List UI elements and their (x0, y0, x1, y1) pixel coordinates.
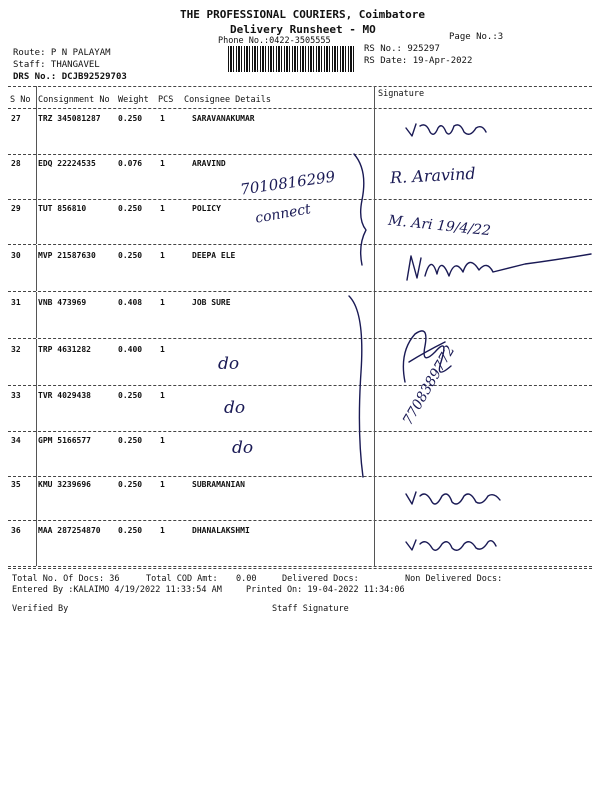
row-pcs: 1 (160, 298, 165, 307)
row-pcs: 1 (160, 526, 165, 535)
printed-on: Printed On: 19-04-2022 11:34:06 (246, 585, 405, 595)
row-consignee: POLICY (192, 204, 221, 213)
row-pcs: 1 (160, 251, 165, 260)
row-sno: 36 (11, 526, 21, 535)
handwritten-ditto-row34: do (232, 438, 254, 458)
row-rule (8, 431, 592, 432)
row-weight: 0.250 (118, 526, 143, 535)
col-divider (36, 292, 37, 338)
document-title: Delivery Runsheet - MO (230, 23, 376, 36)
row-pcs: 1 (160, 480, 165, 489)
col-divider (36, 86, 37, 108)
row-consignment-no: TVR 4029438 (38, 391, 91, 400)
row-consignee: JOB SURE (192, 298, 231, 307)
handwritten-bracket-upper (350, 150, 380, 270)
footer-rule (8, 568, 592, 569)
row-weight: 0.408 (118, 298, 143, 307)
entered-by: Entered By :KALAIMO 4/19/2022 11:33:54 AM (12, 585, 222, 595)
handwritten-bracket-lower (345, 292, 375, 482)
total-docs: Total No. Of Docs: 36 (12, 574, 120, 584)
table-header-rule (8, 108, 592, 109)
row-consignment-no: TRZ 345081287 (38, 114, 101, 123)
row-consignment-no: MVP 21587630 (38, 251, 96, 260)
col-divider (36, 108, 37, 154)
row-pcs: 1 (160, 159, 165, 168)
row-weight: 0.250 (118, 391, 143, 400)
signature-row30 (405, 250, 595, 290)
column-header-consignee: Consignee Details (184, 95, 271, 105)
col-divider (374, 108, 375, 154)
column-header-consignment: Consignment No (38, 95, 110, 105)
row-consignment-no: TUT 856810 (38, 204, 87, 213)
col-divider (374, 86, 375, 108)
row-consignment-no: GPM 5166577 (38, 436, 91, 445)
row-sno: 32 (11, 345, 21, 354)
row-rule (8, 520, 592, 521)
signature-row36 (404, 534, 504, 558)
barcode-image (228, 46, 356, 72)
non-delivered-docs: Non Delivered Docs: (405, 574, 503, 584)
drs-number: DRS No.: DCJB92529703 (13, 72, 127, 82)
row-sno: 33 (11, 391, 21, 400)
row-consignee: DHANALAKSHMI (192, 526, 250, 535)
column-header-signature: Signature (378, 89, 425, 99)
row-weight: 0.250 (118, 114, 143, 123)
column-header-sno: S No (10, 95, 31, 105)
row-rule (8, 476, 592, 477)
row-pcs: 1 (160, 391, 165, 400)
col-divider (36, 198, 37, 244)
handwritten-phone-note: 7010816299 (239, 167, 337, 199)
row-consignee: SARAVANAKUMAR (192, 114, 255, 123)
handwritten-ditto-row32: do (218, 354, 240, 374)
row-rule (8, 154, 592, 155)
row-sno: 29 (11, 204, 21, 213)
handwritten-phone-note-2: 7708389772 (400, 342, 459, 428)
row-rule (8, 291, 592, 292)
signature-row31-32 (395, 322, 465, 392)
row-sno: 27 (11, 114, 21, 123)
col-divider (374, 520, 375, 566)
verified-by: Verified By (12, 604, 69, 614)
row-rule (8, 244, 592, 245)
rs-date: RS Date: 19-Apr-2022 (364, 56, 473, 66)
row-sno: 34 (11, 436, 21, 445)
page-number: Page No.:3 (449, 32, 504, 42)
row-weight: 0.250 (118, 436, 143, 445)
phone-number: Phone No.:0422-3505555 (218, 36, 331, 46)
row-rule (8, 199, 592, 200)
row-sno: 31 (11, 298, 21, 307)
row-sno: 35 (11, 480, 21, 489)
row-weight: 0.076 (118, 159, 143, 168)
signature-row35 (404, 486, 504, 512)
row-pcs: 1 (160, 114, 165, 123)
signature-row27 (404, 118, 494, 144)
row-weight: 0.250 (118, 251, 143, 260)
row-sno: 28 (11, 159, 21, 168)
signature-row29: M. Ari 19/4/22 (387, 212, 492, 240)
row-consignee: SUBRAMANIAN (192, 480, 245, 489)
row-pcs: 1 (160, 204, 165, 213)
col-divider (36, 430, 37, 476)
column-header-weight: Weight (118, 95, 149, 105)
staff-signature: Staff Signature (272, 604, 349, 614)
col-divider (36, 339, 37, 385)
row-consignment-no: MAA 287254870 (38, 526, 101, 535)
row-rule (8, 385, 592, 386)
col-divider (36, 474, 37, 520)
col-divider (36, 153, 37, 199)
company-name: THE PROFESSIONAL COURIERS, Coimbatore (180, 8, 426, 21)
row-consignment-no: TRP 4631282 (38, 345, 91, 354)
table-top-rule (8, 86, 592, 87)
row-consignee: ARAVIND (192, 159, 226, 168)
route-label: Route: P N PALAYAM (13, 48, 111, 58)
col-divider (36, 385, 37, 431)
staff-label: Staff: THANGAVEL (13, 60, 100, 70)
col-divider (36, 520, 37, 566)
row-sno: 30 (11, 251, 21, 260)
row-weight: 0.250 (118, 480, 143, 489)
row-rule (8, 338, 592, 339)
col-divider (36, 245, 37, 291)
row-consignment-no: VNB 473969 (38, 298, 87, 307)
row-weight: 0.400 (118, 345, 143, 354)
rs-number: RS No.: 925297 (364, 44, 440, 54)
row-pcs: 1 (160, 345, 165, 354)
total-cod-label: Total COD Amt: (146, 574, 218, 584)
row-consignment-no: KMU 3239696 (38, 480, 91, 489)
row-rule (8, 566, 592, 567)
row-weight: 0.250 (118, 204, 143, 213)
row-consignment-no: EDQ 22224535 (38, 159, 96, 168)
row-consignee: DEEPA ELE (192, 251, 236, 260)
delivered-docs: Delivered Docs: (282, 574, 359, 584)
handwritten-ditto-row33: do (224, 398, 246, 418)
total-cod-value: 0.00 (236, 574, 257, 584)
column-header-pcs: PCS (158, 95, 174, 105)
row-pcs: 1 (160, 436, 165, 445)
handwritten-connect-note: connect (254, 201, 313, 227)
signature-row28: R. Aravind (389, 163, 477, 188)
